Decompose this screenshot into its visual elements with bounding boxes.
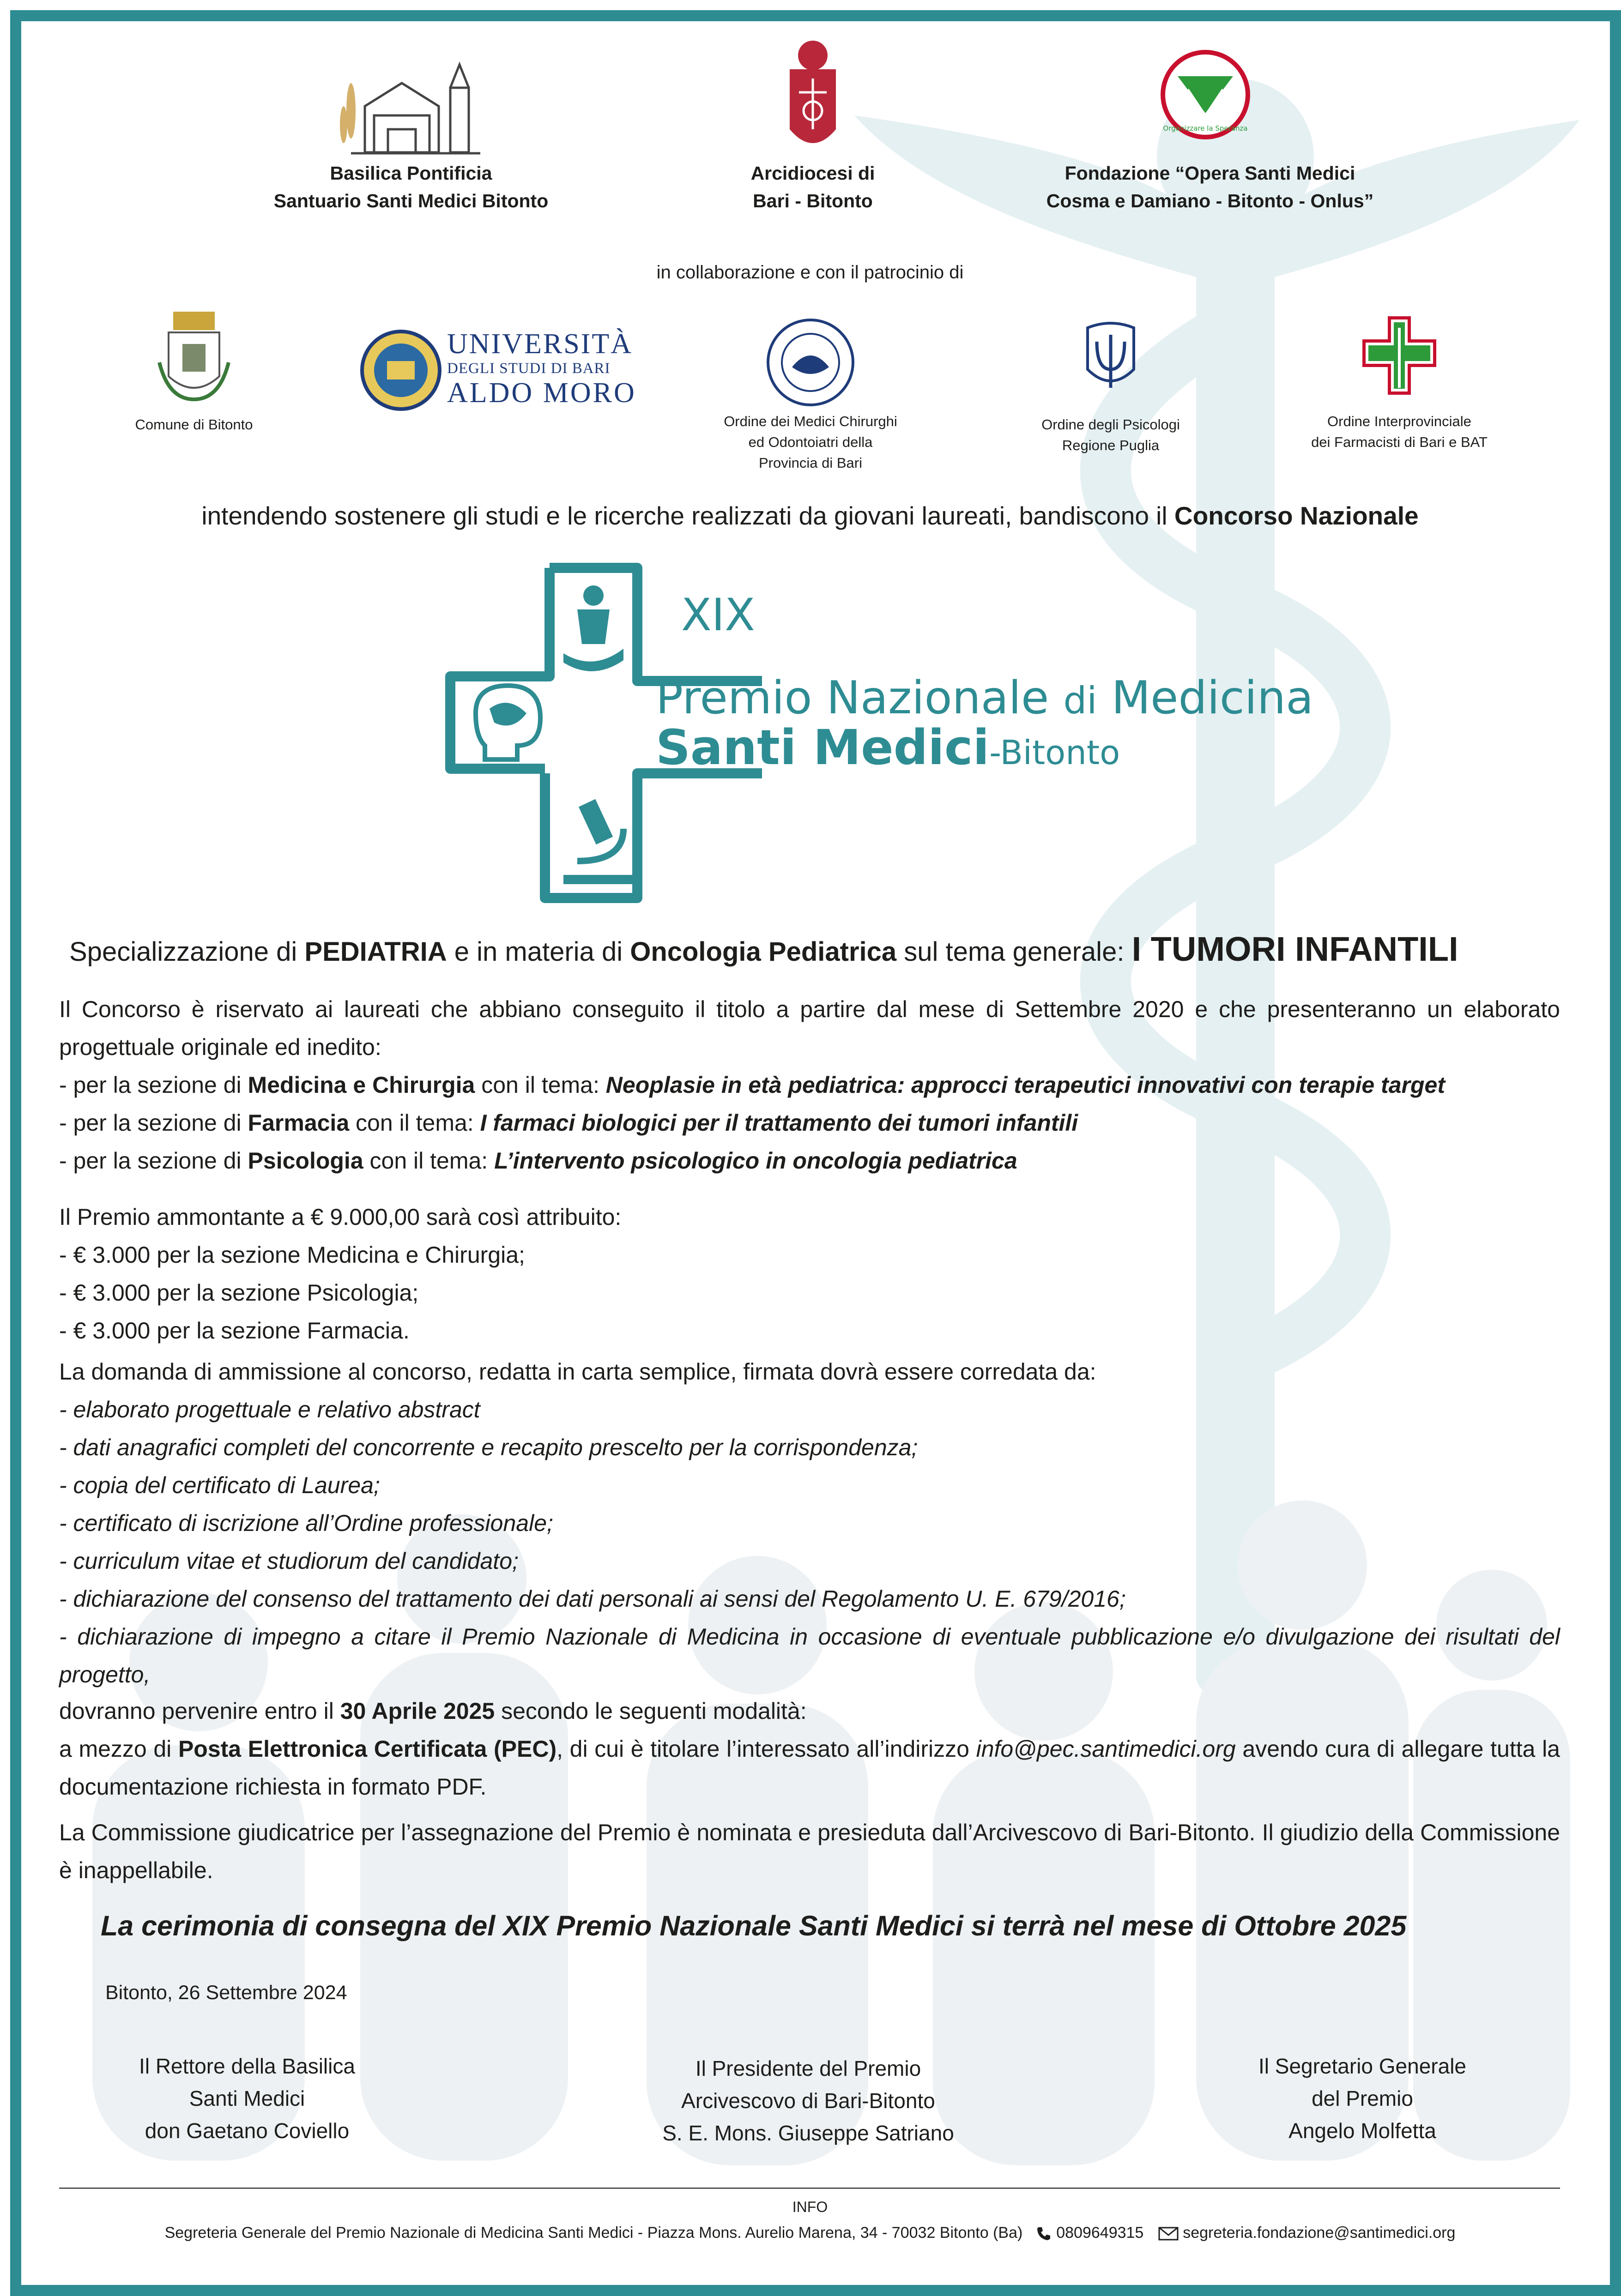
- ordine-farmacisti-cross-icon: [1362, 314, 1436, 397]
- universita-seal-icon: [359, 329, 442, 412]
- application-item: - curriculum vitae et studiorum del candidato;: [59, 1548, 519, 1574]
- fondazione-motto: Organizzare la Speranza: [1163, 124, 1248, 133]
- footer-contacts: [0, 2224, 1620, 2242]
- application-item: - copia del certificato di Laurea;: [59, 1472, 380, 1498]
- submission-section: [59, 1692, 1560, 1806]
- patron-psicologi-line2: Regione Puglia: [1062, 437, 1160, 453]
- organizer-1-line1: Basilica Pontificia: [330, 163, 492, 184]
- intro-plain: intendendo sostenere gli studi e le ricerche realizzati da giovani laureati, bandiscono il: [201, 501, 1174, 530]
- patron-comune-caption: Comune di Bitonto: [135, 416, 253, 433]
- patron-psicologi-line1: Ordine degli Psicologi: [1041, 416, 1180, 433]
- ordine-psicologi-logo-icon: [1074, 319, 1148, 402]
- basilica-logo: [333, 55, 490, 162]
- organizer-3-line2: Cosma e Damiano - Bitonto - Onlus”: [1046, 190, 1374, 211]
- commission-text: La Commissione giudicatrice per l’assegnazione del Premio è nominata e presieduta dall’Arcivescovo di Bari-Bitonto. Il giudizio della Commissione è inappellabile.: [59, 1820, 1560, 1883]
- universita-name-3: ALDO MORO: [447, 377, 636, 409]
- intro-bold: Concorso Nazionale: [1174, 501, 1419, 530]
- comune-bitonto-crest-icon: [155, 307, 233, 404]
- application-section: [59, 1353, 1560, 1693]
- pec-email: info@pec.santimedici.org: [976, 1736, 1236, 1762]
- application-item: - dichiarazione del consenso del trattamento dei dati personali ai sensi del Regolamento U. E. 679/2016;: [59, 1586, 1126, 1612]
- prize-item: - € 3.000 per la sezione Farmacia.: [59, 1318, 410, 1344]
- date-text: Bitonto, 26 Settembre 2024: [105, 1982, 347, 2004]
- footer-phone[interactable]: 0809649315: [1056, 2224, 1144, 2242]
- organizer-2-line2: Bari - Bitonto: [753, 190, 873, 211]
- organizer-3-line1: Fondazione “Opera Santi Medici: [1065, 163, 1355, 184]
- section-psicologia: - per la sezione di Psicologia con il tema: L’intervento psicologico in oncologia pediatrica: [59, 1148, 1017, 1174]
- patron-medici-line1: Ordine dei Medici Chirurghi: [724, 413, 897, 429]
- prize-intro: Il Premio ammontante a € 9.000,00 sarà così attribuito:: [59, 1204, 622, 1230]
- footer-email[interactable]: segreteria.fondazione@santimedici.org: [1183, 2224, 1456, 2242]
- signature-rettore: Il Rettore della Basilica Santi Medici don Gaetano Coviello: [139, 2054, 355, 2143]
- application-item: - dati anagrafici completi del concorrente e recapito prescelto per la corrispondenza;: [59, 1434, 918, 1460]
- universita-name-1: UNIVERSITÀ: [447, 328, 633, 360]
- section-medicina: - per la sezione di Medicina e Chirurgia con il tema: Neoplasie in età pediatrica: approcci terapeutici innovativi con terapie target: [59, 1072, 1445, 1098]
- commission-section: [59, 1814, 1560, 1889]
- ceremony-text: La cerimonia di consegna del XIX Premio Nazionale Santi Medici si terrà nel mese di Ottobre 2025: [101, 1910, 1407, 1941]
- ordine-medici-seal-icon: [764, 316, 857, 409]
- application-item: - elaborato progettuale e relativo abstract: [59, 1397, 480, 1422]
- footer-title: INFO: [792, 2199, 828, 2215]
- fondazione-logo: [1159, 48, 1252, 141]
- universita-bari-logo: [359, 329, 636, 416]
- prize-section: [59, 1198, 1560, 1350]
- section-farmacia: - per la sezione di Farmacia con il tema: I farmaci biologici per il trattamento dei tumori infantili: [59, 1110, 1078, 1136]
- arcidiocesi-crest-icon: [780, 37, 845, 162]
- patron-farmacisti-line2: dei Farmacisti di Bari e BAT: [1311, 434, 1488, 450]
- phone-icon: [1035, 2225, 1052, 2242]
- eligibility-section: [59, 990, 1560, 1180]
- application-item: - dichiarazione di impegno a citare il Premio Nazionale di Medicina in occasione di eventuale pubblicazione e/o divulgazione dei risultati del progetto,: [59, 1624, 1560, 1687]
- patron-medici-line3: Provincia di Bari: [759, 455, 862, 471]
- patron-medici-line2: ed Odontoiatri della: [748, 434, 873, 450]
- prize-item: - € 3.000 per la sezione Medicina e Chirurgia;: [59, 1242, 525, 1268]
- deadline-text: dovranno pervenire entro il 30 Aprile 2025 secondo le seguenti modalità:: [59, 1698, 807, 1724]
- application-intro: La domanda di ammissione al concorso, redatta in carta semplice, firmata dovrà essere corredata da:: [59, 1359, 1096, 1385]
- edition-text: XIX: [681, 589, 755, 641]
- intro-text: [0, 501, 1620, 530]
- premio-line2: Santi Medici-Bitonto: [656, 719, 1120, 776]
- heading-specializzazione: Specializzazione di PEDIATRIA e in materia di Oncologia Pediatrica sul tema generale: I TUMORI INFANTILI: [69, 930, 1458, 968]
- pec-text: a mezzo di Posta Elettronica Certificata (PEC), di cui è titolare l’interessato all’indirizzo info@pec.santimedici.org avendo cura di allegare tutta la documentazione richiesta in formato PDF.: [59, 1736, 1560, 1800]
- footer-divider: [59, 2188, 1560, 2189]
- universita-name-2: DEGLI STUDI DI BARI: [447, 360, 611, 377]
- signature-segretario: Il Segretario Generale del Premio Angelo Molfetta: [1258, 2054, 1467, 2143]
- premio-line1: Premio Nazionale di Medicina: [656, 672, 1314, 724]
- envelope-icon: [1158, 2226, 1179, 2241]
- organizer-1-line2: Santuario Santi Medici Bitonto: [273, 190, 549, 211]
- eligibility-text: Il Concorso è riservato ai laureati che abbiano conseguito il titolo a partire dal mese di Settembre 2020 e che presenteranno un elaborato progettuale originale ed inedito:: [59, 996, 1560, 1060]
- application-item: - certificato di iscrizione all’Ordine professionale;: [59, 1510, 553, 1536]
- signature-presidente: Il Presidente del Premio Arcivescovo di Bari-Bitonto S. E. Mons. Giuseppe Satriano: [662, 2056, 954, 2145]
- collaboration-text: in collaborazione e con il patrocinio di: [656, 262, 964, 283]
- organizer-2-line1: Arcidiocesi di: [750, 163, 875, 184]
- premio-logo: [439, 561, 1314, 903]
- patron-farmacisti-line1: Ordine Interprovinciale: [1327, 413, 1471, 429]
- footer-address: Segreteria Generale del Premio Nazionale di Medicina Santi Medici - Piazza Mons. Aurelio Marena, 34 - 70032 Bitonto (Ba): [164, 2224, 1023, 2242]
- prize-item: - € 3.000 per la sezione Psicologia;: [59, 1280, 419, 1306]
